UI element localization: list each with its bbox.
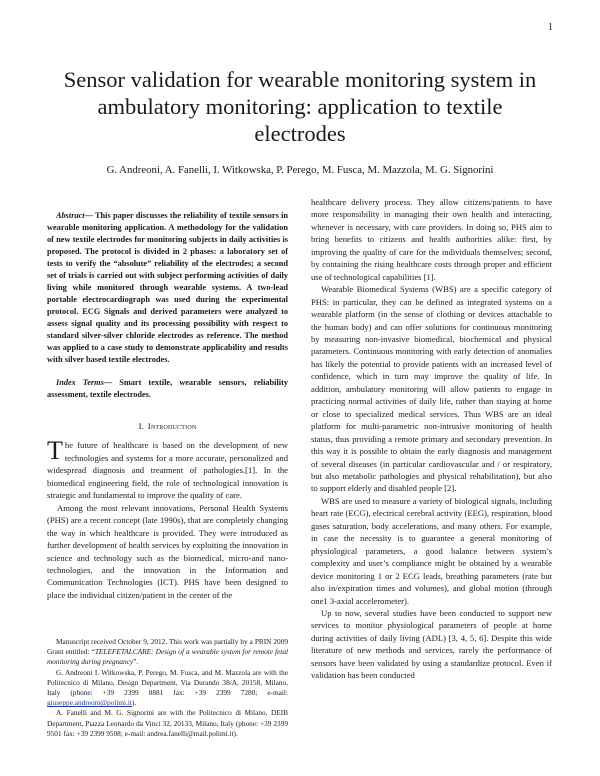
intro-paragraph-2: Among the most relevant innovations, Personal Health Systems (PHS) are a recent concept (late 1990s), that are completely changing the way in which healthcare is provided. They were introduced as further development of health services by exploiting the innovation in science and technology such as the biomedical, micro-and nano-technologies, and the innovation in the Information and Communication Technologies (ICT). PHS have been designed to place the individual citizen/patient in the center of the (47, 502, 288, 600)
abstract (47, 210, 288, 366)
section-number: I. (138, 421, 144, 431)
author-list: G. Andreoni, A. Fanelli, I. Witkowska, P. Perego, M. Fusca, M. Mazzola, M. G. Signorini (106, 164, 494, 176)
index-terms-text: — Smart textile, wearable sensors, reliability assessment, textile electrodes. (47, 378, 289, 399)
paper-title: Sensor validation for wearable monitoring system in ambulatory monitoring: application to textile electrodes (63, 67, 537, 146)
footnote-affiliation-1-end: ). (131, 698, 137, 708)
section-title: Introduction (147, 421, 197, 431)
intro-paragraph-1-text: he future of healthcare is based on the development of new technologies and systems for a more accurate, personalized and widespread diagnosis and treatment of pathologies.[1]. In the biomedical engineering field, the role of technological innovation is strategic and fundamental to improve the quality of care. (47, 440, 288, 501)
body-paragraph-continued: healthcare delivery process. They allow citizens/patients to have more responsibility in managing their own health and interacting, whenever is necessary, with care providers. In doing so, PHS aim to bring benefits to citizens and health authorities alike: first, by improving the quality of care for the individuals themselves; second, by containing the rising healthcare costs through proper and efficient use of technological capabilities [1]. (311, 197, 552, 282)
body-paragraph-wbs: Wearable Biomedical Systems (WBS) are a specific category of PHS: in particular, they can be defined as integrated systems on a wearable platform (in the sense of clothing or devices attachable to the human body) and can offer solutions for continuous monitoring by measuring non-invasive biomedical, biochemical and physical parameters. Continuous monitoring with early detection of anomalies has likely the potential to provide patients with an increased level of confidence, which in turn may improve the quality of life. In addition, ambulatory monitoring will allow patients to engage in practicing normal activities of daily life, rather than staying at home or close to specialized medical services. Thus WBS are an ideal platform for multi-parametric non-intrusive monitoring of health status, thus providing a remote primary and secondary prevention. In this way it is possible to obtain the early diagnosis and management of several diseases (in particular cardiovascular and / or respiratory, but also metabolic pathologies and physical rehabilitation), but also to support elderly and disabled people [2]. (311, 284, 552, 494)
intro-paragraph-1 (47, 436, 288, 501)
right-column (311, 196, 552, 682)
footnotes (47, 637, 288, 739)
footnote-affiliation-1 (47, 668, 288, 709)
index-terms-label: Index Terms (56, 378, 104, 387)
email-link[interactable]: giuseppe.andreoni@polimi.it (47, 698, 132, 708)
abstract-text: — This paper discusses the reliability of textile sensors in wearable monitoring application. A methodology for the validation of new textile electrodes for monitoring subjects in daily activities is proposed. The protocol is divided in 2 phases: a laboratory set of tests to verify the “absolute” reliability of the electrodes; a second set of trials is carried out with subject performing activities of daily living while monitored through wearable systems. A two-lead portable electrocardiograph was used during the experimental protocol. ECG Signals and derived parameters were analyzed to assess signal quality and its processing possibility with respect to standard silver-silver chloride electrodes as reference. The method was applied to a case study to demonstrate applicability and results with silver based textile electrodes. (47, 211, 288, 364)
footnote-manuscript (47, 637, 288, 668)
footnote-manuscript-end: ”. (133, 657, 139, 667)
drop-cap: T (47, 436, 63, 466)
body-paragraph-signals: WBS are used to measure a variety of biological signals, including heart rate (ECG), electrical cerebral activity (EEG), respiration, blood gases saturation, body accelerations, and many others. For example, in case the necessity is to guarantee a general monitoring of physiological parameters, a good balance between system’s complexity and user’s compliance might be obtained by a wearable device monitoring 1 or 2 ECG leads, breathing parameters (rate but also in/expiration times and volumes), and global motion (through one1 3-axial accelerometer). (311, 495, 552, 606)
index-terms (47, 377, 288, 401)
abstract-label: Abstract (56, 211, 85, 220)
footnote-affiliation-1-text: G. Andreoni I. Witkowska, P. Perego, M. Fusca, and M. Mazzola are with the Politecnico di Milano, Design Department, Via Durando 38/A, 20158, Milano, Italy (phone: +39 2399 8881 fax: +39 2399 7280; e-mail: (47, 667, 288, 698)
grant-title: TELEFETALCARE: Design of a wearable system for remote fetal monitoring during pregnancy (47, 647, 288, 667)
footnote-affiliation-2: A. Fanelli and M. G. Signorini are with the Politecnico di Milano, DEIB Department, Piazza Leonardo da Vinci 32, 20133, Milano, Italy (phone: +39 2399 9501 fax: +39 2399 9508; e-mail: andrea.fanelli@mail.polimi.it). (47, 708, 288, 738)
body-paragraph-studies: Up to now, several studies have been conducted to support new services to monitor physiological parameters of people at home during activities of daily living (ADL) [3, 4, 5, 6]. Despite this wide literature of new methods and services, rarely the performance of sensors have been validated by using a standardize protocol. Even if validation has been conducted (311, 607, 552, 681)
section-heading-introduction (47, 420, 288, 432)
left-column (47, 210, 288, 601)
page-number: 1 (548, 22, 553, 33)
footnote-manuscript-text: Manuscript received October 9, 2012. This work was partially by a PRIN 2009 Grant entitled: “ (47, 637, 288, 657)
